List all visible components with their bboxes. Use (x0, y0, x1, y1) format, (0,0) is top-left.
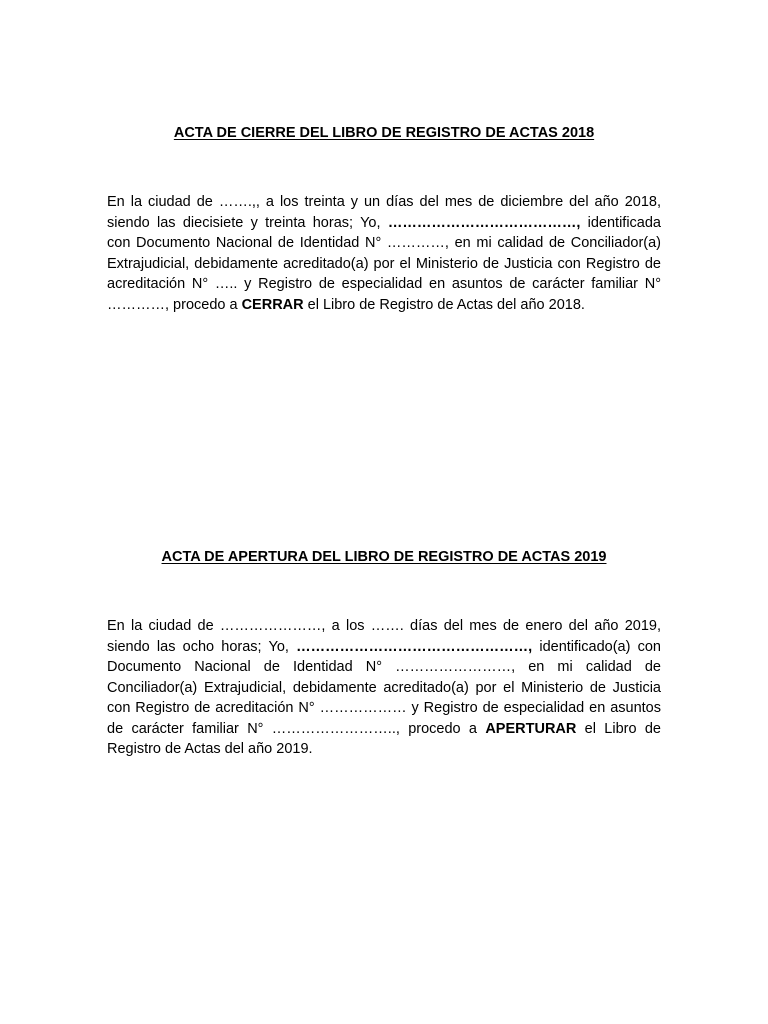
acta-apertura-action-word: APERTURAR (485, 720, 577, 737)
acta-apertura-paragraph (107, 616, 661, 760)
acta-cierre-text-2: identificada con Documento Nacional de Identidad N° …………, en mi calidad de Conciliador(a) Extrajudicial, debidamente acreditado(a) por el Ministerio de Justicia con Registro de acreditación N° ….. y Registro de especialidad en asuntos de carácter familiar N° …………, procedo a (107, 214, 661, 313)
acta-cierre-name-blank: …………………………………, (387, 214, 581, 231)
acta-apertura-name-blank: …………………………………………, (296, 638, 533, 655)
acta-apertura-title: ACTA DE APERTURA DEL LIBRO DE REGISTRO DE ACTAS 2019 (161, 549, 607, 565)
acta-cierre-title: ACTA DE CIERRE DEL LIBRO DE REGISTRO DE ACTAS 2018 (173, 125, 595, 141)
acta-cierre-paragraph (107, 192, 661, 315)
acta-apertura-text-3: el Libro de Registro de Actas del año 2019. (107, 720, 661, 757)
acta-apertura-text-2: identificado(a) con Documento Nacional de Identidad N° ……………………, en mi calidad de Conciliador(a) Extrajudicial, debidamente acreditado(a) por el Ministerio de Justicia con Registro de acreditación N° ……………… y Registro de especialidad en asuntos de carácter familiar N° …………………….., procedo a (107, 638, 661, 737)
acta-apertura-text-1: En la ciudad de …………………, a los ……. días del mes de enero del año 2019, siendo las ocho horas; Yo, (107, 618, 661, 655)
acta-cierre-text-1: En la ciudad de …….,, a los treinta y un días del mes de diciembre del año 2018, siendo las diecisiete y treinta horas; Yo, (107, 194, 661, 231)
acta-cierre-action-word: CERRAR (241, 296, 304, 313)
acta-cierre-text-3: el Libro de Registro de Actas del año 2018. (303, 296, 585, 313)
